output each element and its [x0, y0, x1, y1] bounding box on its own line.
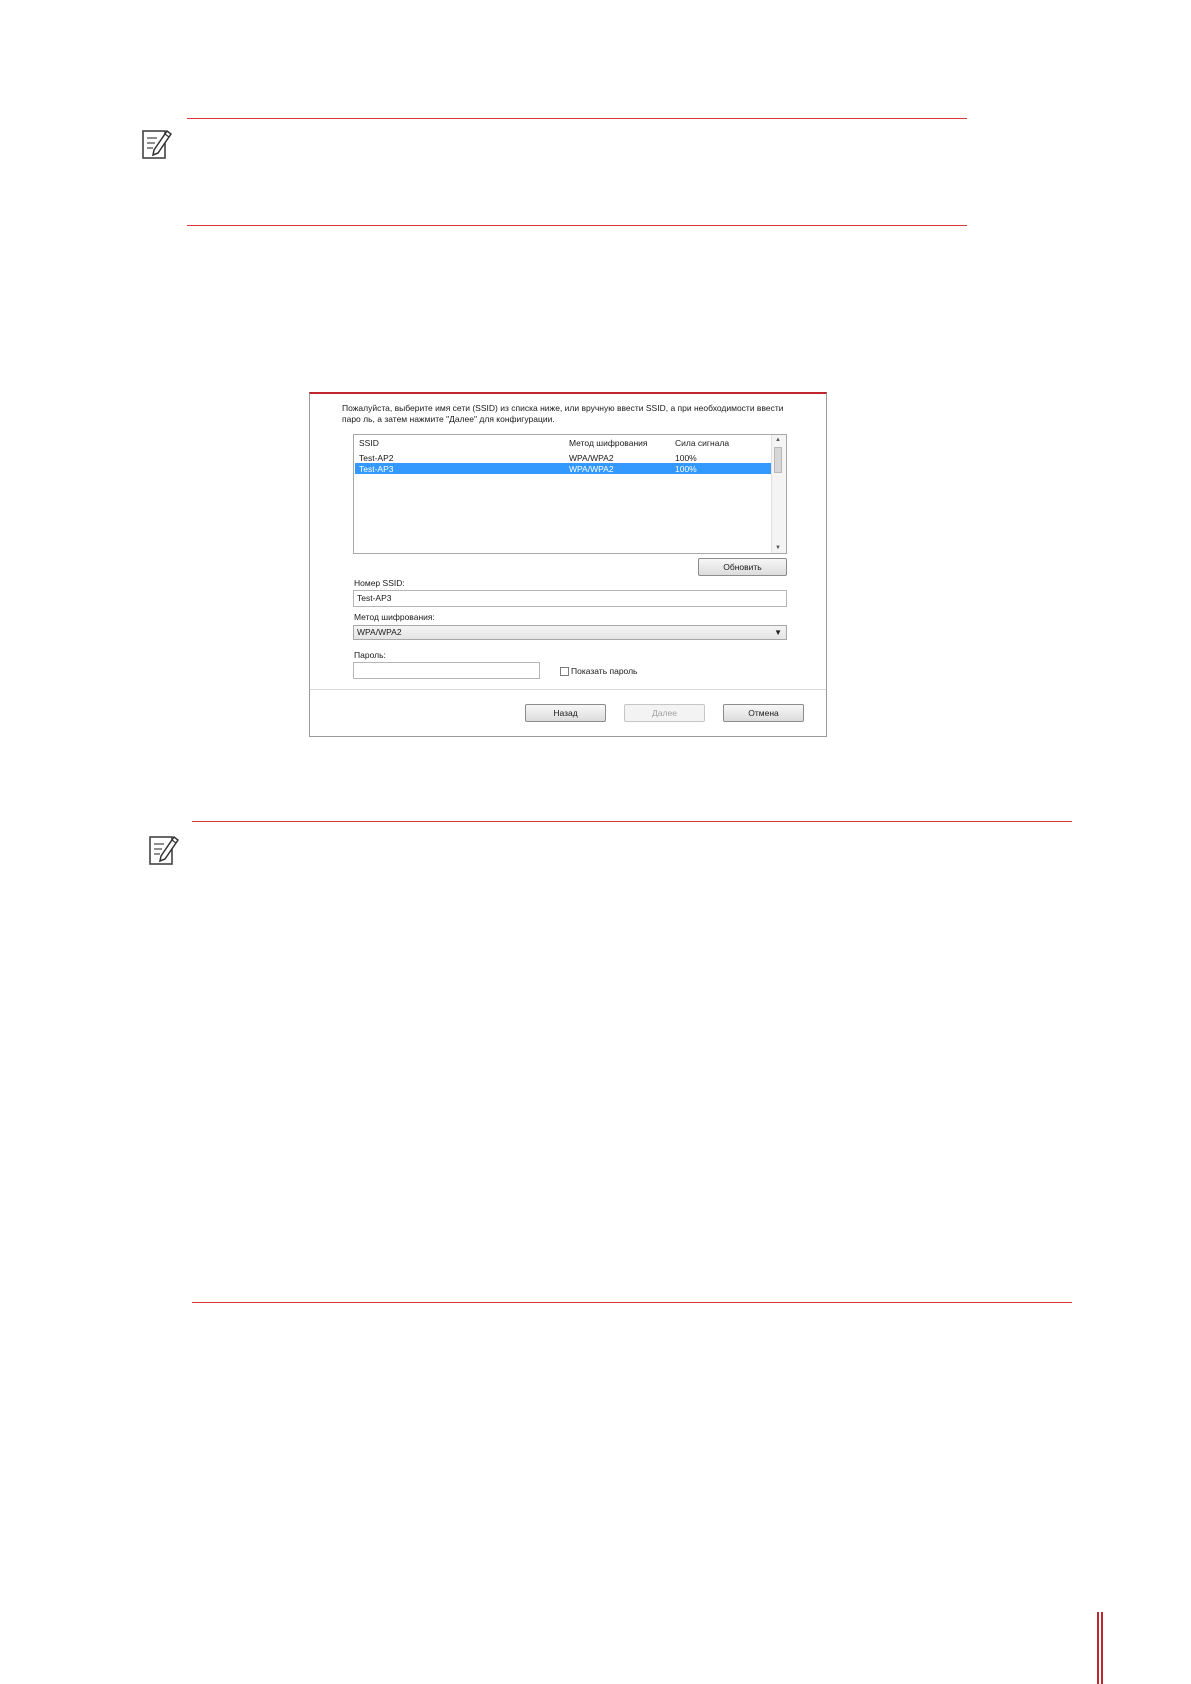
wifi-config-dialog — [309, 392, 827, 737]
page-edge-marker — [1097, 1612, 1099, 1684]
column-encryption[interactable]: Метод шифрования — [569, 438, 648, 448]
network-ssid: Test-AP3 — [359, 464, 394, 474]
dialog-divider — [310, 689, 826, 690]
encryption-select[interactable] — [353, 625, 787, 640]
ssid-input[interactable]: Test-AP3 — [353, 590, 787, 607]
show-password-label[interactable]: Показать пароль — [571, 666, 638, 676]
encryption-select-value: WPA/WPA2 — [357, 627, 402, 637]
password-label: Пароль: — [354, 650, 386, 660]
cancel-button[interactable]: Отмена — [723, 704, 804, 722]
back-button[interactable]: Назад — [525, 704, 606, 722]
network-ssid: Test-AP2 — [359, 453, 394, 463]
network-method: WPA/WPA2 — [569, 453, 614, 463]
scroll-thumb[interactable] — [774, 447, 782, 473]
scroll-down-icon[interactable]: ▼ — [775, 545, 781, 551]
network-list-header — [354, 435, 772, 449]
column-ssid[interactable]: SSID — [359, 438, 379, 448]
dropdown-arrow-icon: ▼ — [774, 628, 782, 637]
pencil-note-icon — [140, 126, 172, 162]
dialog-instruction: Пожалуйста, выберите имя сети (SSID) из списка ниже, или вручную ввести SSID, а при необходимости ввести паро ль, а затем нажмите "Далее" для конфигурации. — [342, 403, 784, 424]
network-list-scrollbar[interactable] — [771, 435, 786, 553]
note1-top-rule — [187, 118, 967, 119]
network-row[interactable] — [355, 452, 772, 463]
pencil-note-icon — [147, 832, 179, 868]
encryption-label: Метод шифрования: — [354, 612, 435, 622]
network-method: WPA/WPA2 — [569, 464, 614, 474]
next-button[interactable]: Далее — [624, 704, 705, 722]
network-row-selected[interactable] — [355, 463, 772, 474]
network-signal: 100% — [675, 464, 697, 474]
ssid-label: Номер SSID: — [354, 578, 405, 588]
password-input[interactable] — [353, 662, 540, 679]
note2-top-rule — [192, 821, 1072, 822]
note1-bottom-rule — [187, 225, 967, 226]
network-signal: 100% — [675, 453, 697, 463]
network-list[interactable] — [353, 434, 787, 554]
column-signal[interactable]: Сила сигнала — [675, 438, 730, 448]
scroll-up-icon[interactable]: ▲ — [775, 437, 781, 443]
show-password-checkbox[interactable] — [560, 667, 569, 676]
page-edge-marker — [1101, 1612, 1103, 1684]
refresh-button[interactable]: Обновить — [698, 558, 787, 576]
note2-bottom-rule — [192, 1302, 1072, 1303]
